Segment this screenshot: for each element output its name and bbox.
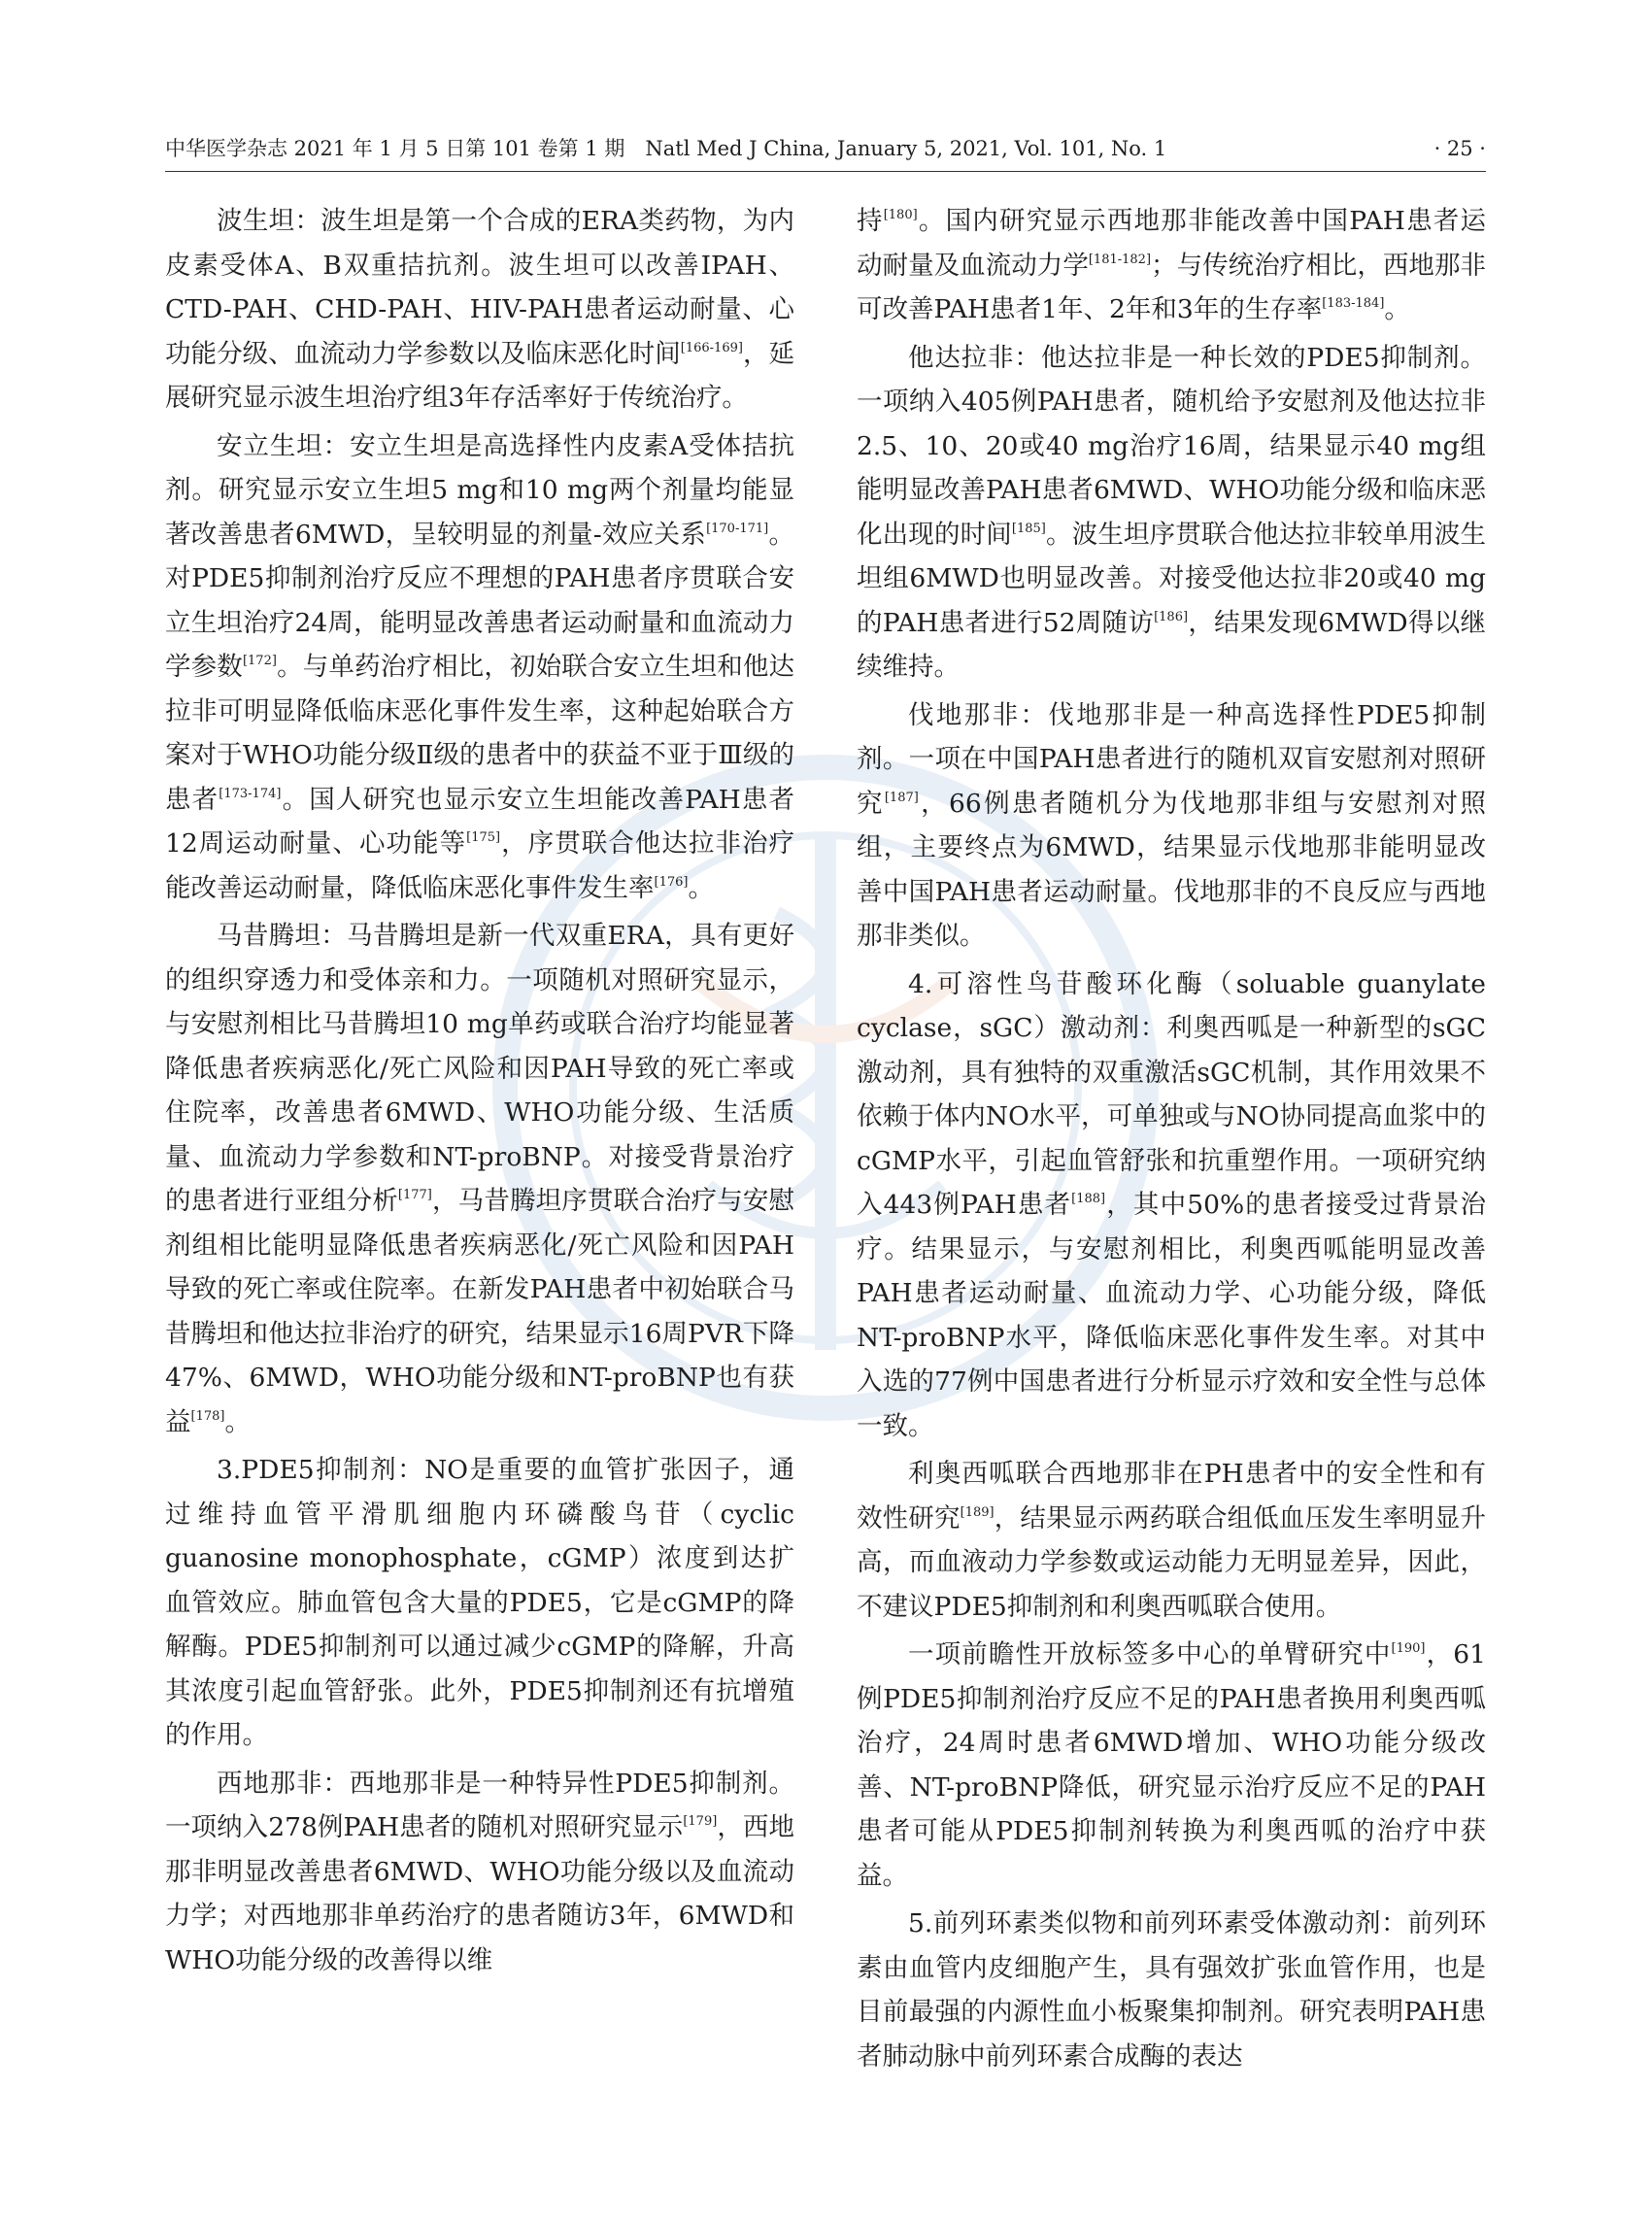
paragraph-sgc-stimulators	[857, 962, 1486, 1449]
text-run: 。	[1384, 294, 1410, 324]
citation-ref: [166-169]	[680, 340, 743, 355]
page-number: · 25 ·	[1433, 137, 1486, 160]
text-run: ，其中50%的患者接受过背景治疗。结果显示，与安慰剂相比，利奥西呱能明显改善PAH患者运动耐量、血流动力学、心功能分级，降低NT-proBNP水平，降低临床恶化事件发生率。对其中入选的77例中国患者进行分析显示疗效和安全性与总体一致。	[857, 1190, 1486, 1441]
citation-ref: [185]	[1011, 521, 1046, 536]
citation-ref: [189]	[960, 1504, 995, 1520]
left-column	[165, 199, 794, 1986]
running-header	[165, 134, 1486, 163]
citation-ref: [177]	[397, 1188, 432, 1202]
text-run: 利奥西呱联合西地那非在PH患者中的安全性和有效性研究	[857, 1459, 1486, 1534]
text-run: ，西地那非明显改善患者6MWD、WHO功能分级以及血流动力学；对西地那非单药治疗的患者随访3年，6MWD和WHO功能分级的改善得以维	[165, 1812, 794, 1975]
text-run: 他达拉非：他达拉非是一种长效的PDE5抑制剂。一项纳入405例PAH患者，随机给予安慰剂及他达拉非2.5、10、20或40 mg治疗16周，结果显示40 mg组能明显改善PAH患者6MWD、WHO功能分级和临床恶化出现的时间	[857, 342, 1486, 550]
paragraph-tadalafil	[857, 336, 1486, 690]
text-run: 波生坦：波生坦是第一个合成的ERA类药物，为内皮素受体A、B双重拮抗剂。波生坦可以改善IPAH、CTD-PAH、CHD-PAH、HIV-PAH患者运动耐量、心功能分级、血流动力学参数以及临床恶化时间	[165, 206, 794, 369]
paragraph-vardenafil	[857, 693, 1486, 959]
paragraph-macitentan	[165, 914, 794, 1444]
paragraph-sildenafil	[165, 1762, 794, 1983]
text-run: 持	[857, 206, 884, 236]
text-run: 一项前瞻性开放标签多中心的单臂研究中	[908, 1639, 1392, 1669]
text-run: 伐地那非：伐地那非是一种高选择性PDE5抑制剂。一项在中国PAH患者进行的随机双盲安慰剂对照研究	[857, 699, 1486, 819]
text-run: ，马昔腾坦序贯联合治疗与安慰剂组相比能明显降低患者疾病恶化/死亡风险和因PAH导致的死亡率或住院率。在新发PAH患者中初始联合马昔腾坦和他达拉非治疗的研究，结果显示16周PVR下降47%、6MWD，WHO功能分级和NT-proBNP也有获益	[165, 1186, 795, 1437]
text-run: 3.PDE5抑制剂：NO是重要的血管扩张因子，通过维持血管平滑肌细胞内环磷酸鸟苷（cyclic guanosine monophosphate，cGMP）浓度到达扩血管效应。肺血管包含大量的PDE5，它是cGMP的降解酶。PDE5抑制剂可以通过减少cGMP的降解，升高其浓度引起血管舒张。此外，PDE5抑制剂还有抗增殖的作用。	[165, 1455, 794, 1750]
citation-ref: [170-171]	[706, 521, 769, 536]
citation-ref: [172]	[242, 654, 277, 668]
text-run: 。	[688, 872, 714, 903]
citation-ref: [180]	[883, 208, 918, 222]
text-run: 马昔腾坦：马昔腾坦是新一代双重ERA，具有更好的组织穿透力和受体亲和力。一项随机对照研究显示，与安慰剂相比马昔腾坦10 mg单药或联合治疗均能显著降低患者疾病恶化/死亡风险和因PAH导致的死亡率或住院率，改善患者6MWD、WHO功能分级、生活质量、血流动力学参数和NT-proBNP。对接受背景治疗的患者进行亚组分析	[165, 921, 794, 1216]
text-run: ，结果显示两药联合组低血压发生率明显升高，而血液动力学参数或运动能力无明显差异，因此，不建议PDE5抑制剂和利奥西呱联合使用。	[857, 1502, 1487, 1622]
citation-ref: [188]	[1071, 1192, 1106, 1206]
text-run: ，61例PDE5抑制剂治疗反应不足的PAH患者换用利奥西呱治疗，24周时患者6MWD增加、WHO功能分级改善、NT-proBNP降低，研究显示治疗反应不足的PAH患者可能从PDE5抑制剂转换为利奥西呱的治疗中获益。	[857, 1639, 1487, 1891]
text-run: 。波生坦序贯联合他达拉非较单用波生坦组6MWD也明显改善。对接受他达拉非20或40 mg的PAH患者进行52周随访	[857, 519, 1487, 638]
text-run: ，序贯联合他达拉非治疗能改善运动耐量，降低临床恶化事件发生率	[165, 828, 794, 903]
text-run: 5.前列环素类似物和前列环素受体激动剂：前列环素由血管内皮细胞产生，具有强效扩张血管作用，也是目前最强的内源性血小板聚集抑制剂。研究表明PAH患者肺动脉中前列环素合成酶的表达	[857, 1908, 1486, 2072]
paragraph-pde5-inhibitors	[165, 1448, 794, 1758]
citation-ref: [173-174]	[219, 786, 282, 801]
citation-ref: [176]	[654, 874, 689, 890]
text-run: 。国人研究也显示安立生坦能改善PAH患者12周运动耐量、心功能等	[165, 784, 795, 859]
text-run: 。国内研究显示西地那非能改善中国PAH患者运动耐量及血流动力学	[857, 206, 1486, 281]
paragraph-bosentan	[165, 199, 794, 421]
text-run: ，66例患者随机分为伐地那非组与安慰剂对照组，主要终点为6MWD，结果显示伐地那非能明显改善中国PAH患者运动耐量。伐地那非的不良反应与西地那非类似。	[857, 788, 1486, 951]
citation-ref: [186]	[1154, 609, 1189, 624]
text-run: 4.可溶性鸟苷酸环化酶（soluable guanylate cyclase，sGC）激动剂：利奥西呱是一种新型的sGC激动剂，具有独特的双重激活sGC机制，其作用效果不依赖于体内NO水平，可单独或与NO协同提高血浆中的cGMP水平，引起血管舒张和抗重塑作用。一项研究纳入443例PAH患者	[857, 968, 1486, 1220]
paragraph-sildenafil-continued	[857, 199, 1486, 332]
header-rule	[165, 171, 1486, 172]
text-run: ，结果发现6MWD得以继续维持。	[857, 607, 1486, 682]
citation-ref: [190]	[1391, 1641, 1426, 1656]
text-run: 安立生坦：安立生坦是高选择性内皮素A受体拮抗剂。研究显示安立生坦5 mg和10 mg两个剂量均能显著改善患者6MWD，呈较明显的剂量-效应关系	[165, 430, 794, 550]
citation-ref: [178]	[190, 1408, 225, 1424]
citation-ref: [187]	[884, 790, 919, 805]
paragraph-open-label-study	[857, 1633, 1486, 1898]
text-run: 西地那非：西地那非是一种特异性PDE5抑制剂。一项纳入278例PAH患者的随机对照研究显示	[165, 1768, 794, 1842]
citation-ref: [175]	[466, 830, 501, 845]
text-run: 。	[224, 1406, 251, 1437]
paragraph-ambrisentan	[165, 424, 794, 911]
text-run: 。与单药治疗相比，初始联合安立生坦和他达拉非可明显降低临床恶化事件发生率，这种起始联合方案对于WHO功能分级Ⅱ级的患者中的获益不亚于Ⅲ级的患者	[165, 652, 795, 815]
paragraph-prostacyclin	[857, 1902, 1486, 2078]
citation-ref: [183-184]	[1322, 296, 1385, 311]
citation-ref: [179]	[683, 1814, 718, 1829]
text-run: 。对PDE5抑制剂治疗反应不理想的PAH患者序贯联合安立生坦治疗24周，能明显改善患者运动耐量和血流动力学参数	[165, 519, 795, 682]
text-run: ，延展研究显示波生坦治疗组3年存活率好于传统治疗。	[165, 338, 795, 413]
right-column	[857, 199, 1486, 2082]
text-run: ；与传统治疗相比，西地那非可改善PAH患者1年、2年和3年的生存率	[857, 250, 1487, 324]
paragraph-riociguat-sildenafil	[857, 1452, 1486, 1629]
citation-ref: [181-182]	[1088, 252, 1152, 267]
journal-citation: 中华医学杂志 2021 年 1 月 5 日第 101 卷第 1 期 Natl Med J China, January 5, 2021, Vol. 101, No. 1	[165, 137, 1167, 160]
